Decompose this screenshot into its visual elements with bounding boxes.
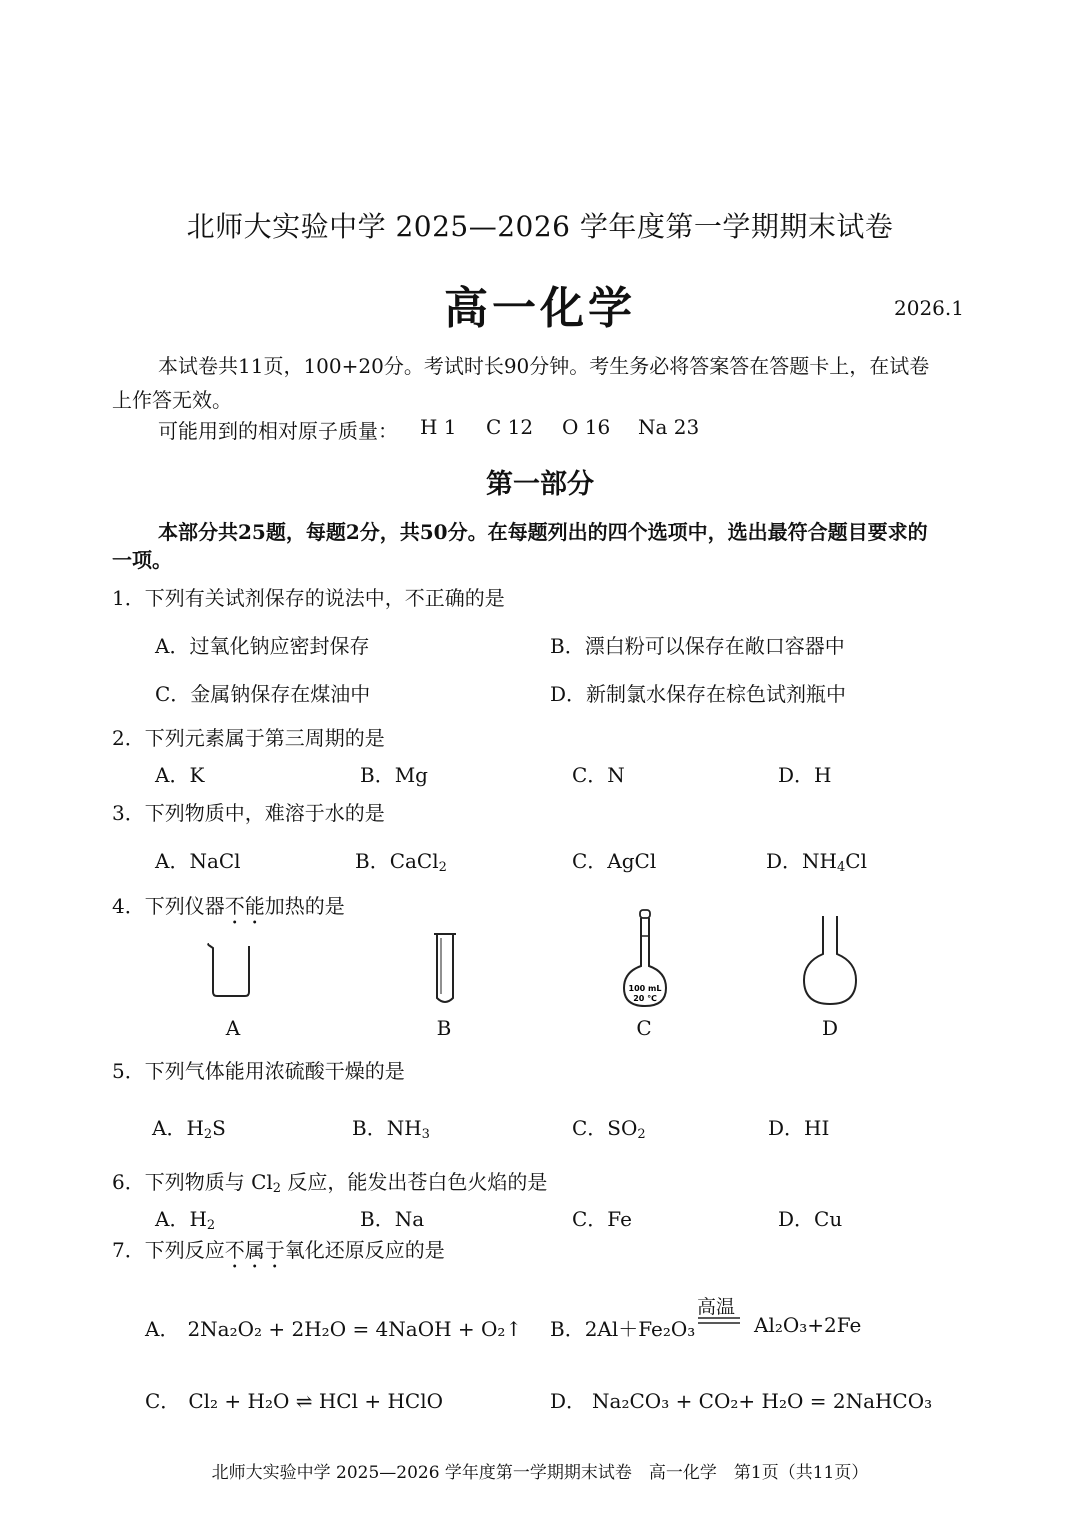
exam-date: 2026.1 <box>894 296 964 320</box>
question-7-option-b-product: Al₂O₃+2Fe <box>754 1313 862 1337</box>
question-6-option-d: D．Cu <box>778 1207 843 1231</box>
atomic-mass-o: O 16 <box>562 415 611 439</box>
figure-label-d: D <box>821 1016 839 1040</box>
question-1-stem: 1．下列有关试剂保存的说法中，不正确的是 <box>112 586 505 610</box>
question-5-option-d: D．HI <box>768 1116 830 1140</box>
flask-temp-label: 20 ℃ <box>633 994 657 1003</box>
test-tube-icon <box>432 932 458 1006</box>
beaker-icon <box>205 940 255 1000</box>
question-7-option-d: D． Na₂CO₃ + CO₂+ H₂O = 2NaHCO₃ <box>550 1389 933 1413</box>
question-5-option-b: B．$NH_3$ <box>352 1116 430 1142</box>
subject-title: 高一化学 <box>444 283 636 334</box>
atomic-mass-na: Na 23 <box>638 415 700 439</box>
question-2-option-b: B．Mg <box>360 763 428 787</box>
question-2-option-c: C．N <box>572 763 625 787</box>
question-6-option-b: B．Na <box>360 1207 425 1231</box>
instructions-line-1: 本试卷共11页，100+20分。考试时长90分钟。考生务必将答案答在答题卡上，在试卷 <box>158 354 930 378</box>
flask-volume-label: 100 mL <box>628 984 662 993</box>
part1-intro-line-2: 一项。 <box>112 548 172 572</box>
question-2-option-d: D．H <box>778 763 832 787</box>
question-1-option-c: C．金属钠保存在煤油中 <box>155 682 371 706</box>
exam-title: 北师大实验中学 2025—2026 学年度第一学期期末试卷 <box>186 210 894 243</box>
figure-label-a: A <box>225 1016 241 1040</box>
question-3-stem: 3．下列物质中，难溶于水的是 <box>112 801 385 825</box>
question-3-option-b: B．CaCl$_2$ <box>355 849 447 875</box>
question-2-stem: 2．下列元素属于第三周期的是 <box>112 726 385 750</box>
part1-intro-line-1: 本部分共25题，每题2分，共50分。在每题列出的四个选项中，选出最符合题目要求的 <box>158 520 928 544</box>
question-7-option-a: A． 2Na₂O₂ + 2H₂O = 4NaOH + O₂↑ <box>145 1317 523 1341</box>
atomic-mass-c: C 12 <box>486 415 534 439</box>
question-5-stem: 5．下列气体能用浓硫酸干燥的是 <box>112 1059 405 1083</box>
question-3-option-c: C．AgCl <box>572 849 657 873</box>
question-7-option-c: C． Cl₂ + H₂O ⇌ HCl + HClO <box>145 1389 443 1413</box>
question-7-option-b: B．2Al＋Fe₂O₃ <box>550 1317 696 1341</box>
question-1-option-d: D．新制氯水保存在棕色试剂瓶中 <box>550 682 847 706</box>
question-5-option-c: C．$SO_2$ <box>572 1116 646 1142</box>
atomic-mass-h: H 1 <box>420 415 457 439</box>
question-6-option-c: C．Fe <box>572 1207 632 1231</box>
question-7-stem: 7．下列反应不属于氧化还原反应的是 <box>112 1238 445 1262</box>
atomic-mass-label: 可能用到的相对原子质量： <box>158 419 398 443</box>
section-title: 第一部分 <box>486 469 594 500</box>
question-6-stem: 6．下列物质与 $Cl_2$ 反应，能发出苍白色火焰的是 <box>112 1170 548 1196</box>
reaction-arrow-icon <box>698 1317 740 1325</box>
figure-label-c: C <box>636 1016 652 1040</box>
question-1-option-b: B．漂白粉可以保存在敞口容器中 <box>550 634 845 658</box>
question-2-option-a: A．K <box>155 763 205 787</box>
volumetric-flask-icon <box>620 908 670 1008</box>
question-4-stem: 4．下列仪器不能加热的是 <box>112 894 345 918</box>
question-3-option-a: A．NaCl <box>155 849 241 873</box>
reaction-condition-label: 高温 <box>697 1296 736 1318</box>
figure-label-b: B <box>436 1016 452 1040</box>
question-5-option-a: A．$H_2S$ <box>152 1116 226 1142</box>
question-1-option-a: A．过氧化钠应密封保存 <box>155 634 370 658</box>
page-footer: 北师大实验中学 2025—2026 学年度第一学期期末试卷 高一化学 第1页（共11页） <box>211 1463 869 1483</box>
round-bottom-flask-icon <box>800 914 860 1006</box>
question-6-option-a: A．$H_2$ <box>155 1207 216 1233</box>
instructions-line-2: 上作答无效。 <box>112 388 232 412</box>
question-3-option-d: D．$NH_4Cl$ <box>766 849 867 875</box>
